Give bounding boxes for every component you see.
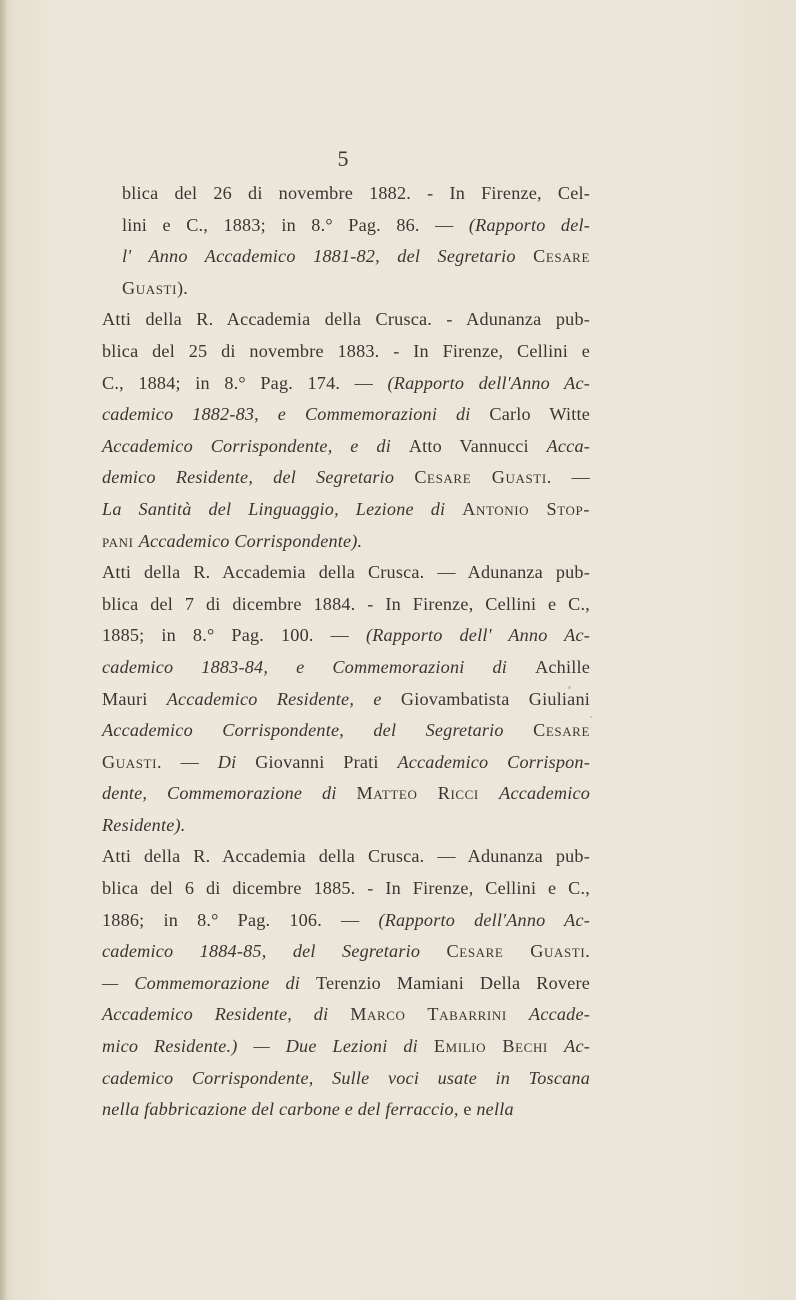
italic-text: l' Anno Accademico 1881-82, del Segretario — [122, 246, 534, 267]
text-line — [102, 778, 591, 810]
italic-text: Accademico Residente, di — [102, 1004, 351, 1025]
text-line — [102, 715, 590, 747]
small-caps-name: Cesare — [533, 246, 590, 267]
plain-text: Carlo Witte — [489, 404, 590, 425]
text-line — [102, 810, 590, 842]
italic-text: Accademico Corrispondente, del Segretario — [102, 720, 534, 741]
plain-text: blica del 6 di dicembre 1885. - In Firenze, Cellini e C., — [102, 878, 590, 899]
italic-text: dente, Commemorazione di — [102, 783, 357, 804]
plain-text: 1885; in 8.° Pag. 100. — — [102, 625, 366, 646]
plain-text: Giovanni Prati — [255, 751, 398, 772]
plain-text: Atti della R. Accademia della Crusca. — Adunanza pub- — [102, 562, 590, 583]
plain-text: e — [463, 1099, 477, 1120]
text-line — [122, 178, 590, 210]
bibliography-entry — [102, 304, 590, 557]
italic-text: Residente). — [102, 814, 186, 835]
italic-text: cademico Corrispondente, Sulle voci usate in Toscana — [102, 1067, 590, 1088]
small-caps-name: Cesare — [533, 720, 590, 741]
italic-text: — Commemorazione di — [102, 972, 316, 993]
text-line — [102, 1063, 590, 1095]
plain-text: blica del 26 di novembre 1882. - In Firenze, Cel- — [122, 183, 590, 203]
text-line — [102, 841, 590, 873]
plain-text: blica del 7 di dicembre 1884. - In Firenze, Cellini e C., — [102, 593, 590, 614]
small-caps-name: Matteo Ricci — [356, 783, 500, 804]
small-caps-name: Cesare Guasti — [446, 941, 586, 962]
italic-text: Accademico Corrispon- — [397, 751, 590, 772]
italic-text: mico Residente.) — Due Lezioni di — [102, 1036, 434, 1057]
italic-text: cademico 1882-83, e Commemorazioni di — [102, 404, 490, 425]
bibliography-entry — [102, 841, 590, 1125]
italic-text: Acca- — [546, 435, 590, 456]
plain-text: . — — [157, 751, 218, 772]
text-line — [102, 431, 590, 463]
text-line — [102, 368, 590, 400]
italic-text: demico Residente, del Segretario — [102, 467, 415, 488]
italic-text: Accademico Residente, e — [166, 688, 401, 709]
text-line — [102, 557, 590, 589]
italic-text: cademico 1884-85, del Segretario — [102, 941, 447, 962]
italic-text: Di — [217, 751, 256, 772]
plain-text: Terenzio Mamiani Della Rovere — [315, 972, 590, 993]
small-caps-name: Emilio Bechi — [433, 1036, 565, 1057]
text-line — [102, 999, 590, 1031]
bibliography-entry — [102, 557, 590, 841]
small-caps-name: Guasti — [102, 751, 158, 772]
small-caps-name: Antonio Stop- — [462, 498, 590, 519]
italic-text: (Rapporto dell'Anno Ac- — [378, 909, 590, 930]
italic-text: cademico 1883-84, e Commemorazioni di — [102, 656, 536, 677]
plain-text: Atto Vannucci — [408, 435, 547, 456]
page-number: 5 — [337, 146, 349, 171]
italic-text: nella fabbricazione del carbone e del ferraccio, — [102, 1099, 464, 1120]
text-line — [102, 304, 590, 336]
text-line — [102, 1094, 590, 1126]
italic-text: (Rapporto dell' Anno Ac- — [365, 625, 590, 646]
plain-text: Achille — [535, 656, 590, 677]
text-line — [102, 589, 590, 621]
paper-speck — [590, 716, 592, 718]
small-caps-name: pani — [102, 530, 139, 551]
plain-text: . — — [546, 467, 590, 488]
small-caps-name: Guasti — [122, 277, 178, 298]
text-line — [102, 905, 590, 937]
text-line — [102, 462, 590, 494]
plain-text: Giovambatista Giuliani — [400, 688, 590, 709]
plain-text: blica del 25 di novembre 1883. - In Firenze, Cellini e — [102, 340, 590, 361]
text-line — [102, 968, 590, 1000]
italic-text: (Rapporto del- — [468, 214, 590, 235]
plain-text: C., 1884; in 8.° Pag. 174. — — [102, 372, 388, 393]
plain-text: lini e C., 1883; in 8.° Pag. 86. — — [122, 214, 469, 235]
plain-text: Atti della R. Accademia della Crusca. — Adunanza pub- — [102, 846, 590, 867]
page-binding-edge — [0, 0, 6, 1300]
text-line — [102, 526, 590, 558]
small-caps-name: Cesare Guasti — [414, 467, 547, 488]
italic-text: Ac- — [564, 1036, 591, 1057]
text-line — [102, 747, 590, 779]
text-line — [102, 620, 590, 652]
text-line — [102, 1031, 591, 1063]
plain-text: Atti della R. Accademia della Crusca. - Adunanza pub- — [102, 309, 590, 330]
italic-text: Accademico Corrispondente). — [138, 530, 363, 551]
text-line — [102, 336, 590, 368]
text-line — [102, 494, 590, 526]
small-caps-name: Marco Tabarrini — [350, 1004, 530, 1025]
plain-text: . — [585, 941, 591, 962]
paper-speck — [568, 686, 571, 689]
italic-text: Accademico — [499, 783, 591, 804]
italic-text: (Rapporto dell'Anno Ac- — [387, 372, 590, 393]
text-line — [102, 652, 590, 684]
text-line — [122, 273, 590, 305]
plain-text: Mauri — [102, 688, 167, 709]
text-line — [102, 399, 590, 431]
plain-text: ). — [177, 277, 189, 298]
text-line — [122, 241, 590, 273]
italic-text: nella — [476, 1099, 514, 1120]
italic-text: Accade- — [529, 1004, 590, 1025]
bibliography-entry — [102, 178, 590, 304]
italic-text: Accademico Corrispondente, e di — [102, 435, 409, 456]
text-line — [102, 873, 590, 905]
plain-text: 1886; in 8.° Pag. 106. — — [102, 909, 379, 930]
text-line — [122, 210, 590, 242]
bibliography-text — [102, 178, 590, 1126]
text-line — [102, 936, 591, 968]
text-line — [102, 684, 590, 716]
italic-text: La Santità del Linguaggio, Lezione di — [102, 498, 463, 519]
